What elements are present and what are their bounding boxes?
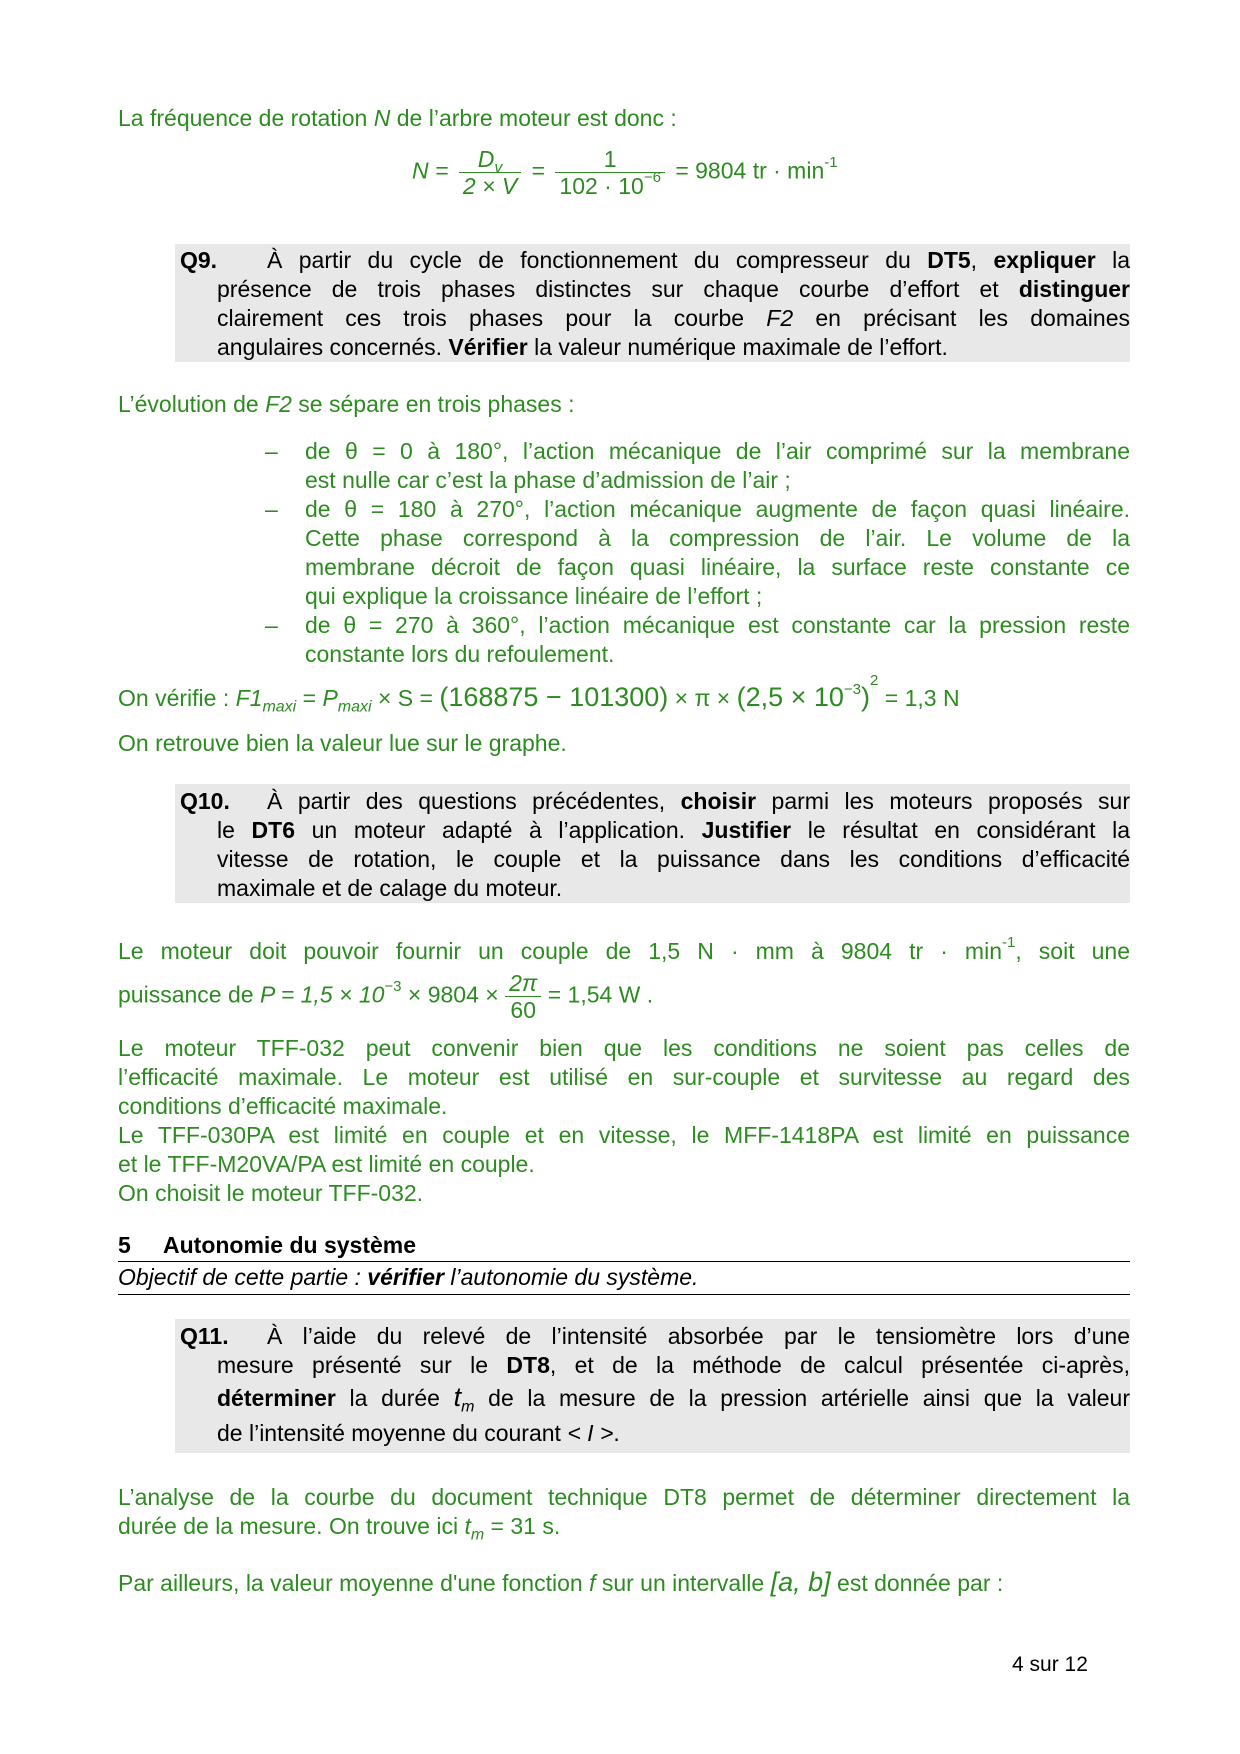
question-q11 (175, 1319, 1130, 1453)
bullet-dash: – (265, 496, 278, 522)
list-item: Cette phase correspond à la compression de l’air. Le volume de la (305, 525, 1130, 551)
section-rule-top (118, 1261, 1130, 1262)
conclusion-line: On choisit le moteur TFF-032. (118, 1180, 424, 1206)
conclusion-line: l’efficacité maximale. Le moteur est utilisé en sur-couple et survitesse au regard des (118, 1064, 1130, 1090)
list-item: de θ = 270 à 360°, l’action mécanique est constante car la pression reste (305, 612, 1130, 638)
list-item: membrane décroit de façon quasi linéaire, la surface reste constante ce (305, 554, 1130, 580)
question-q9 (175, 244, 1130, 362)
list-item: de θ = 180 à 270°, l’action mécanique augmente de façon quasi linéaire. (305, 496, 1130, 522)
verify-formula: On vérifie : $F1_{maxi} = P_{maxi} \times S = (168875 - 101300) \times \pi \times (2,5 \times 10^{-3})^2 = 1,3$ N (118, 672, 960, 716)
list-item: de θ = 0 à 180°, l’action mécanique de l’air comprimé sur la membrane (305, 438, 1130, 464)
list-item: constante lors du refoulement. (305, 641, 615, 667)
q10-line-3: vitesse de rotation, le couple et la puissance dans les conditions d’efficacité (217, 846, 1130, 872)
analyse-line-2: durée de la mesure. On trouve ici $t_m = 31$ s. (118, 1513, 561, 1544)
q10-line-1: À partir des questions précédentes, choisir parmi les moteurs proposés sur (267, 788, 1130, 814)
list-item: qui explique la croissance linéaire de l’effort ; (305, 583, 763, 609)
moteur-line-2: puissance de $P = 1,5 \times 10^{-3} \times 9804$ × $\frac{2\pi}{60}$ = 1,54 W . (118, 970, 654, 1023)
q11-label: Q11. (180, 1323, 229, 1349)
section-title: Autonomie du système (163, 1232, 417, 1258)
q11-line-1: À l’aide du relevé de l’intensité absorbée par le tensiomètre lors d’une (267, 1323, 1130, 1349)
conclusion-line: conditions d’efficacité maximale. (118, 1093, 448, 1119)
q10-line-2: le DT6 un moteur adapté à l’application. Justifier le résultat en considérant la (217, 817, 1130, 843)
bullet-dash: – (265, 612, 278, 638)
list-item: est nulle car c’est la phase d’admission de l’air ; (305, 467, 791, 493)
q10-label: Q10. (180, 788, 230, 814)
formula-n: N = $\frac{D_v}{2 \times V}$ = $\frac{1}{102 \cdot 10^{-6}}$ = 9804 tr · $\min^{-1}$ (412, 146, 838, 199)
section-rule-bottom (118, 1294, 1130, 1295)
q11-line-3: déterminer la durée $t_m$ de la mesure de la pression artérielle ainsi que la valeur (217, 1382, 1130, 1416)
section-number: 5 (118, 1232, 131, 1258)
q9-line-1: À partir du cycle de fonctionnement du compresseur du DT5, expliquer la (267, 247, 1130, 273)
freq-intro: La fréquence de rotation N de l’arbre moteur est donc : (118, 105, 677, 131)
analyse-line-1: L’analyse de la courbe du document technique DT8 permet de déterminer directement la (118, 1484, 1130, 1510)
retrouve-text: On retrouve bien la valeur lue sur le graphe. (118, 730, 567, 756)
q9-line-4: angulaires concernés. Vérifier la valeur numérique maximale de l’effort. (217, 334, 948, 360)
conclusion-line: Le TFF-030PA est limité en couple et en vitesse, le MFF-1418PA est limité en puissance (118, 1122, 1130, 1148)
conclusion-line: et le TFF-M20VA/PA est limité en couple. (118, 1151, 535, 1177)
evolution-intro: L’évolution de F2 se sépare en trois phases : (118, 391, 575, 417)
question-q10 (175, 784, 1130, 903)
page-number: 4 sur 12 (1012, 1653, 1088, 1676)
q11-line-2: mesure présenté sur le DT8, et de la méthode de calcul présentée ci-après, (217, 1352, 1130, 1378)
q11-line-4: de l’intensité moyenne du courant < I >. (217, 1420, 620, 1446)
bullet-dash: – (265, 438, 278, 464)
q9-line-3: clairement ces trois phases pour la courbe F2 en précisant les domaines (217, 305, 1130, 331)
moyenne-line: Par ailleurs, la valeur moyenne d'une fonction f sur un intervalle [a, b] est donnée par : (118, 1567, 1004, 1597)
moteur-line-1: Le moteur doit pouvoir fournir un couple de 1,5 N · mm à 9804 tr · $\min^{-1}$, soit une (118, 934, 1131, 964)
q9-line-2: présence de trois phases distinctes sur chaque courbe d’effort et distinguer (217, 276, 1130, 302)
q9-label: Q9. (180, 247, 218, 273)
q10-line-4: maximale et de calage du moteur. (217, 875, 563, 901)
conclusion-line: Le moteur TFF-032 peut convenir bien que les conditions ne soient pas celles de (118, 1035, 1130, 1061)
section-objective: Objectif de cette partie : vérifier l’autonomie du système. (118, 1264, 699, 1290)
